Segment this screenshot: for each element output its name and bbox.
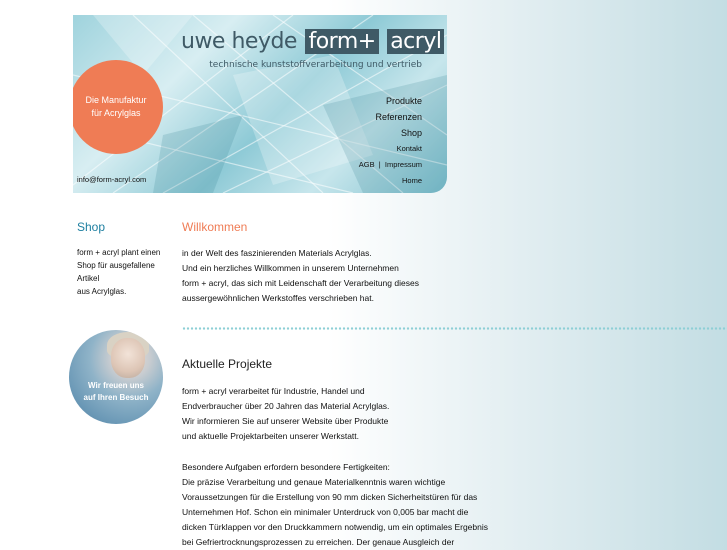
logo-form: form+ xyxy=(305,29,378,54)
promo-line-1: Wir freuen uns xyxy=(88,381,144,390)
header-banner xyxy=(73,15,447,193)
sidebar-line: Shop für ausgefallene xyxy=(77,261,155,270)
special-text xyxy=(182,460,527,550)
nav-produkte[interactable]: Produkte xyxy=(385,96,422,106)
manufaktur-badge xyxy=(73,60,163,154)
special-line: Unternehmen Hof. Schon ein minimaler Unterdruck von 0,005 bar macht die xyxy=(182,507,469,517)
welcome-line: Und ein herzliches Willkommen in unserem Unternehmen xyxy=(182,263,399,273)
sidebar-shop-title[interactable]: Shop xyxy=(77,220,106,234)
nav-agb[interactable]: AGB xyxy=(358,160,375,169)
logo-acryl: acryl xyxy=(387,29,444,54)
special-line: Die präzise Verarbeitung und genaue Materialkenntnis waren wichtige xyxy=(182,477,446,487)
projects-title: Aktuelle Projekte xyxy=(182,357,273,371)
welcome-line: aussergewöhnlichen Werkstoffes verschrieben hat. xyxy=(182,293,374,303)
sidebar-shop-text xyxy=(77,246,167,298)
sidebar-line: form + acryl plant einen xyxy=(77,248,161,257)
welcome-title: Willkommen xyxy=(182,220,248,234)
promo-caption xyxy=(69,380,163,404)
main-nav xyxy=(359,93,422,189)
special-line: dicken Türklappen vor den Druckkammern notwendig, um ein optimales Ergebnis xyxy=(182,522,488,532)
special-line: Besondere Aufgaben erfordern besondere Fertigkeiten: xyxy=(182,462,390,472)
special-line: bei Gefriertrocknungsprozessen zu erreichen. Der genaue Ausgleich der xyxy=(182,537,455,547)
badge-line-2: für Acrylglas xyxy=(91,108,141,118)
site-logo[interactable] xyxy=(181,29,444,54)
dotted-divider xyxy=(182,327,727,330)
nav-referenzen[interactable]: Referenzen xyxy=(375,112,422,122)
nav-impressum[interactable]: Impressum xyxy=(384,160,422,169)
projects-line: Wir informieren Sie auf unserer Website über Produkte xyxy=(182,416,389,426)
promo-line-2: auf Ihren Besuch xyxy=(83,393,149,402)
projects-line: Endverbraucher über 20 Jahren das Material Acrylglas. xyxy=(182,401,390,411)
nav-kontakt[interactable]: Kontakt xyxy=(396,144,422,153)
nav-home[interactable]: Home xyxy=(401,176,422,185)
sidebar-line: Artikel xyxy=(77,274,100,283)
welcome-text xyxy=(182,246,532,306)
nav-shop[interactable]: Shop xyxy=(400,128,422,138)
projects-line: und aktuelle Projektarbeiten unserer Werkstatt. xyxy=(182,431,360,441)
welcome-visit-image[interactable] xyxy=(69,330,163,424)
welcome-line: in der Welt des faszinierenden Materials Acrylglas. xyxy=(182,248,372,258)
welcome-line: form + acryl, das sich mit Leidenschaft der Verarbeitung dieses xyxy=(182,278,419,288)
photo-face xyxy=(111,338,145,378)
sidebar-line: aus Acrylglas. xyxy=(77,287,127,296)
nav-legal-row xyxy=(359,157,422,173)
projects-text xyxy=(182,384,532,444)
special-line: Voraussetzungen für die Erstellung von 90 mm dicken Sicherheitstüren für das xyxy=(182,492,478,502)
nav-separator: | xyxy=(378,160,381,169)
badge-line-1: Die Manufaktur xyxy=(85,95,147,105)
contact-email-link[interactable]: info@form-acryl.com xyxy=(77,175,147,184)
site-tagline: technische kunststoffverarbeitung und vertrieb xyxy=(209,60,422,70)
projects-line: form + acryl verarbeitet für Industrie, Handel und xyxy=(182,386,365,396)
logo-name: uwe heyde xyxy=(181,29,297,54)
